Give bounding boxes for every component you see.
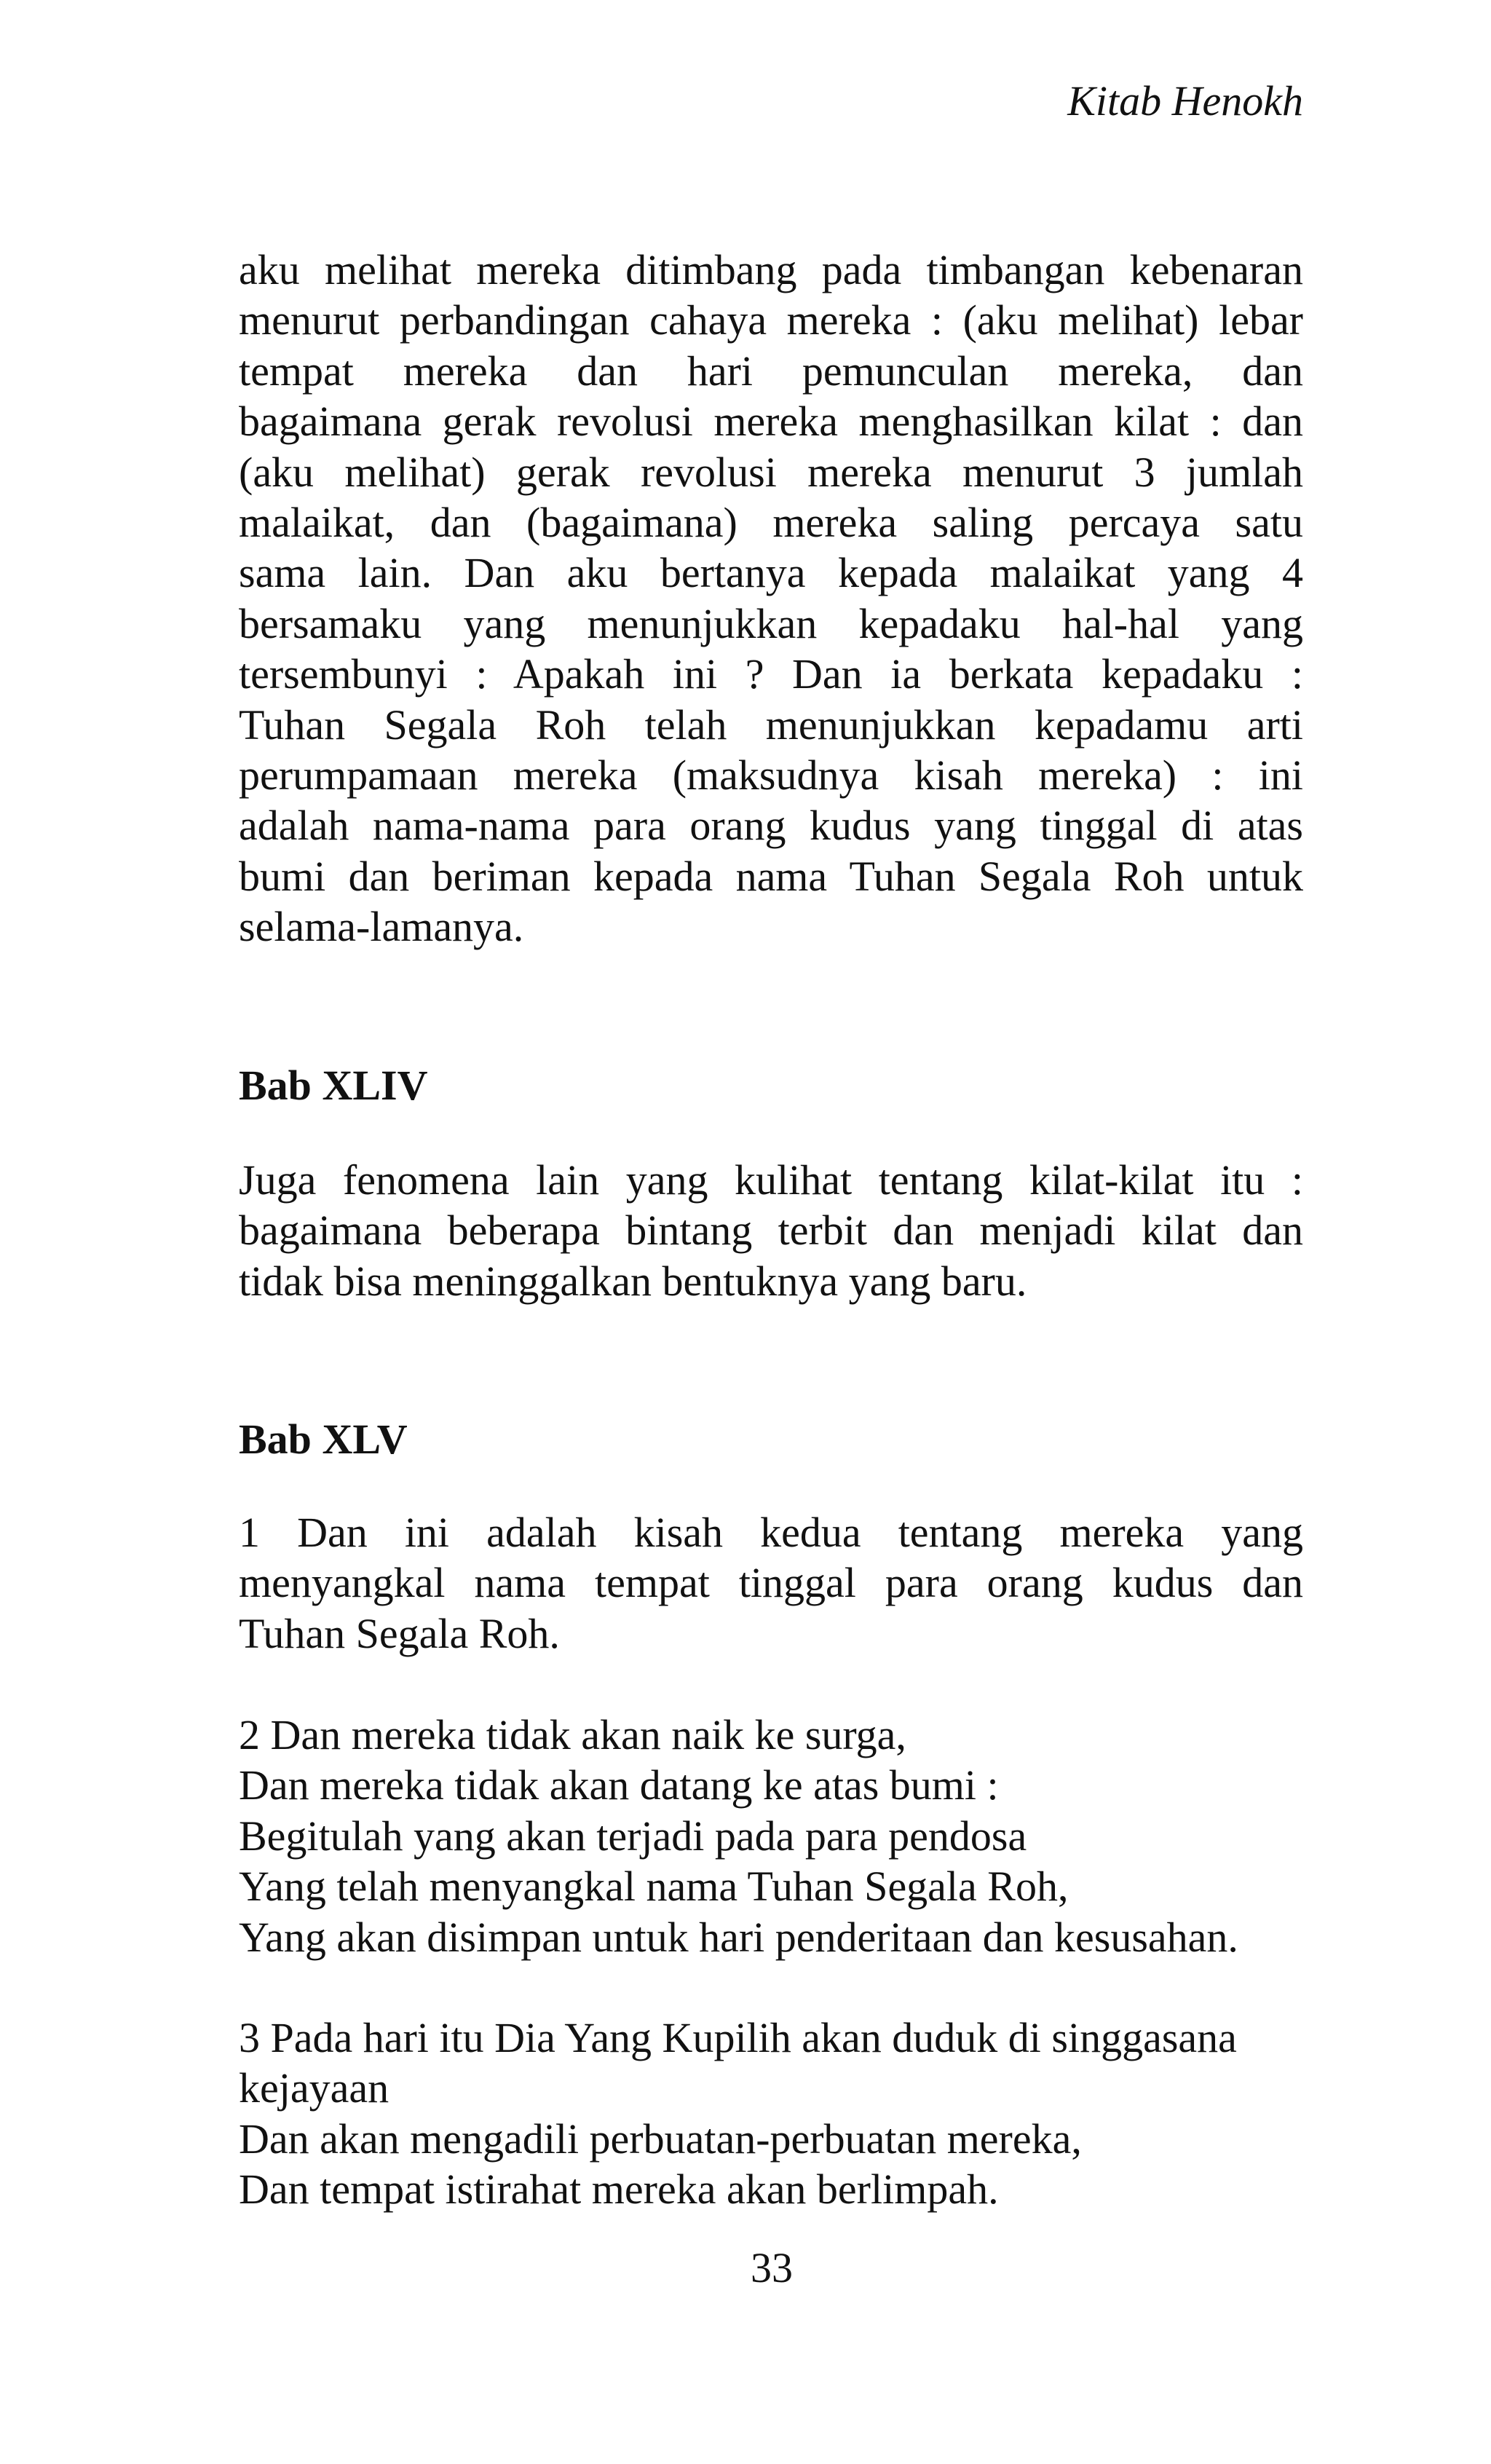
text-line: tidak bisa meninggalkan bentuknya yang baru. (239, 1257, 1027, 1305)
text-line: Dan tempat istirahat mereka akan berlimpah. (239, 2165, 999, 2214)
running-header-title: Kitab Henokh (1067, 77, 1303, 125)
text-line: Juga fenomena lain yang kulihat tentang kilat-kilat itu : (239, 1156, 1303, 1204)
text-line: (aku melihat) gerak revolusi mereka menurut 3 jumlah (239, 448, 1303, 496)
page-number: 33 (751, 2244, 793, 2291)
text-line: Begitulah yang akan terjadi pada para pendosa (239, 1812, 1027, 1860)
verse-2 (239, 1710, 1303, 1962)
text-line: Yang telah menyangkal nama Tuhan Segala Roh, (239, 1863, 1069, 1911)
text-line: bumi dan beriman kepada nama Tuhan Segala Roh untuk (239, 852, 1303, 900)
text-line: menyangkal nama tempat tinggal para orang kudus dan (239, 1559, 1303, 1607)
text-line: aku melihat mereka ditimbang pada timbangan kebenaran (239, 246, 1303, 293)
verse-3 (239, 2013, 1303, 2215)
text-line: bagaimana beberapa bintang terbit dan menjadi kilat dan (239, 1207, 1303, 1255)
text-line: Tuhan Segala Roh telah menunjukkan kepadamu arti (239, 700, 1303, 749)
text-line: sama lain. Dan aku bertanya kepada malaikat yang 4 (239, 549, 1303, 597)
text-line: Tuhan Segala Roh. (239, 1609, 560, 1657)
text-line: kejayaan (239, 2064, 389, 2112)
text-line: Yang akan disimpan untuk hari penderitaan dan kesusahan. (239, 1913, 1238, 1961)
text-line: bersamaku yang menunjukkan kepadaku hal-hal yang (239, 599, 1303, 647)
text-line: adalah nama-nama para orang kudus yang tinggal di atas (239, 802, 1303, 850)
text-line: bagaimana gerak revolusi mereka menghasilkan kilat : dan (239, 398, 1303, 446)
text-line: malaikat, dan (bagaimana) mereka saling percaya satu (239, 499, 1303, 547)
text-line: tempat mereka dan hari pemunculan mereka, dan (239, 347, 1303, 395)
text-line: perumpamaan mereka (maksudnya kisah mereka) : ini (239, 751, 1303, 799)
text-line: menurut perbandingan cahaya mereka : (aku melihat) lebar (239, 296, 1303, 344)
text-line: 1 Dan ini adalah kisah kedua tentang mereka yang (239, 1509, 1303, 1556)
text-line: Dan akan mengadili perbuatan-perbuatan mereka, (239, 2114, 1082, 2163)
intro-paragraph (239, 245, 1303, 952)
chapter-heading-45: Bab XLV (239, 1415, 408, 1463)
text-line: tersembunyi : Apakah ini ? Dan ia berkata kepadaku : (239, 650, 1303, 698)
text-line: 2 Dan mereka tidak akan naik ke surga, (239, 1711, 906, 1758)
chapter-heading-44: Bab XLIV (239, 1062, 428, 1109)
text-line: selama-lamanya. (239, 903, 524, 951)
chapter-44-paragraph (239, 1155, 1303, 1306)
verse-1 (239, 1507, 1303, 1659)
text-line: Dan mereka tidak akan datang ke atas bumi : (239, 1761, 999, 1809)
text-line: 3 Pada hari itu Dia Yang Kupilih akan duduk di singgasana (239, 2014, 1237, 2061)
